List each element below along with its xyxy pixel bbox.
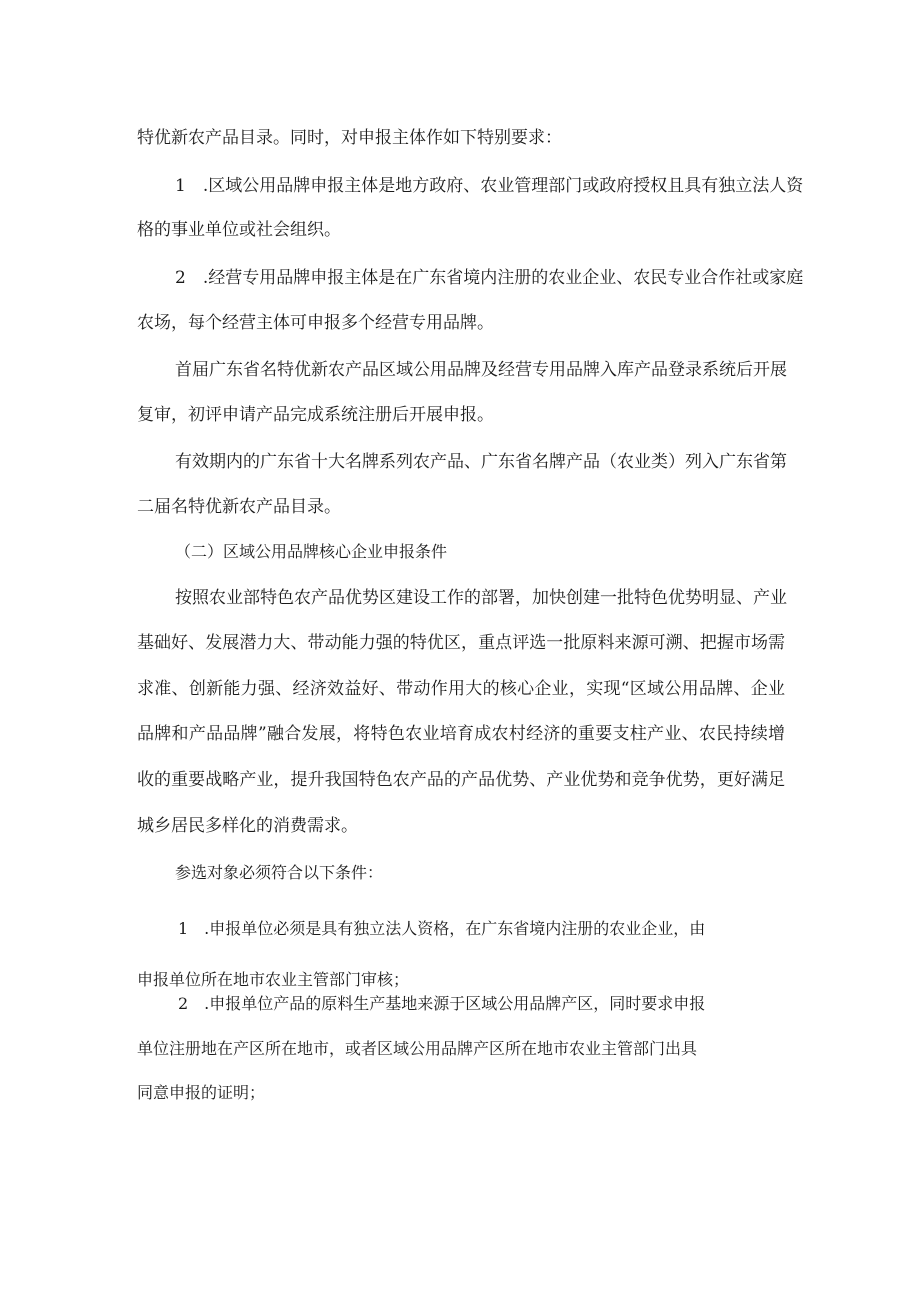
text-line: 品牌和产品品牌”融合发展，将特色农业培育成农村经济的重要支柱产业、农民持续增 <box>137 724 785 744</box>
text-line: 复审，初评申请产品完成系统注册后开展申报。 <box>137 405 494 425</box>
text-line: 求准、创新能力强、经济效益好、带动作用大的核心企业，实现“区域公用品牌、企业 <box>137 679 785 699</box>
text-line: 单位注册地在产区所在地市，或者区域公用品牌产区所在地市农业主管部门出具 <box>137 1039 698 1058</box>
text-line: 1 .区域公用品牌申报主体是地方政府、农业管理部门或政府授权且具有独立法人资 <box>175 176 804 196</box>
text-line: 2 .经营专用品牌申报主体是在广东省境内注册的农业企业、农民专业合作社或家庭 <box>175 268 804 288</box>
text-line: 农场，每个经营主体可申报多个经营专用品牌。 <box>137 313 494 333</box>
text-line: 2 .申报单位产品的原料生产基地来源于区域公用品牌产区，同时要求申报 <box>178 994 706 1013</box>
text-line: 首届广东省名特优新农产品区域公用品牌及经营专用品牌入库产品登录系统后开展 <box>175 360 787 380</box>
text-line: 有效期内的广东省十大名牌系列农产品、广东省名牌产品（农业类）列入广东省第 <box>175 452 787 472</box>
text-line: 城乡居民多样化的消费需求。 <box>137 816 358 836</box>
text-line: 格的事业单位或社会组织。 <box>137 220 341 240</box>
text-line: 特优新农产品目录。同时，对申报主体作如下特别要求： <box>137 128 562 148</box>
text-line: 申报单位所在地市农业主管部门审核； <box>137 970 410 989</box>
text-line: 1 .申报单位必须是具有独立法人资格，在广东省境内注册的农业企业，由 <box>178 919 706 938</box>
text-line: 基础好、发展潜力大、带动能力强的特优区，重点评选一批原料来源可溯、把握市场需 <box>137 633 785 653</box>
section-heading: （二）区域公用品牌核心企业申报条件 <box>175 542 448 561</box>
text-line: 按照农业部特色农产品优势区建设工作的部署，加快创建一批特色优势明显、产业 <box>175 588 787 608</box>
text-line: 收的重要战略产业，提升我国特色农产品的产品优势、产业优势和竞争优势，更好满足 <box>137 770 785 790</box>
text-line: 参选对象必须符合以下条件： <box>175 863 384 882</box>
text-line: 同意申报的证明； <box>137 1083 266 1102</box>
text-line: 二届名特优新农产品目录。 <box>137 497 341 517</box>
